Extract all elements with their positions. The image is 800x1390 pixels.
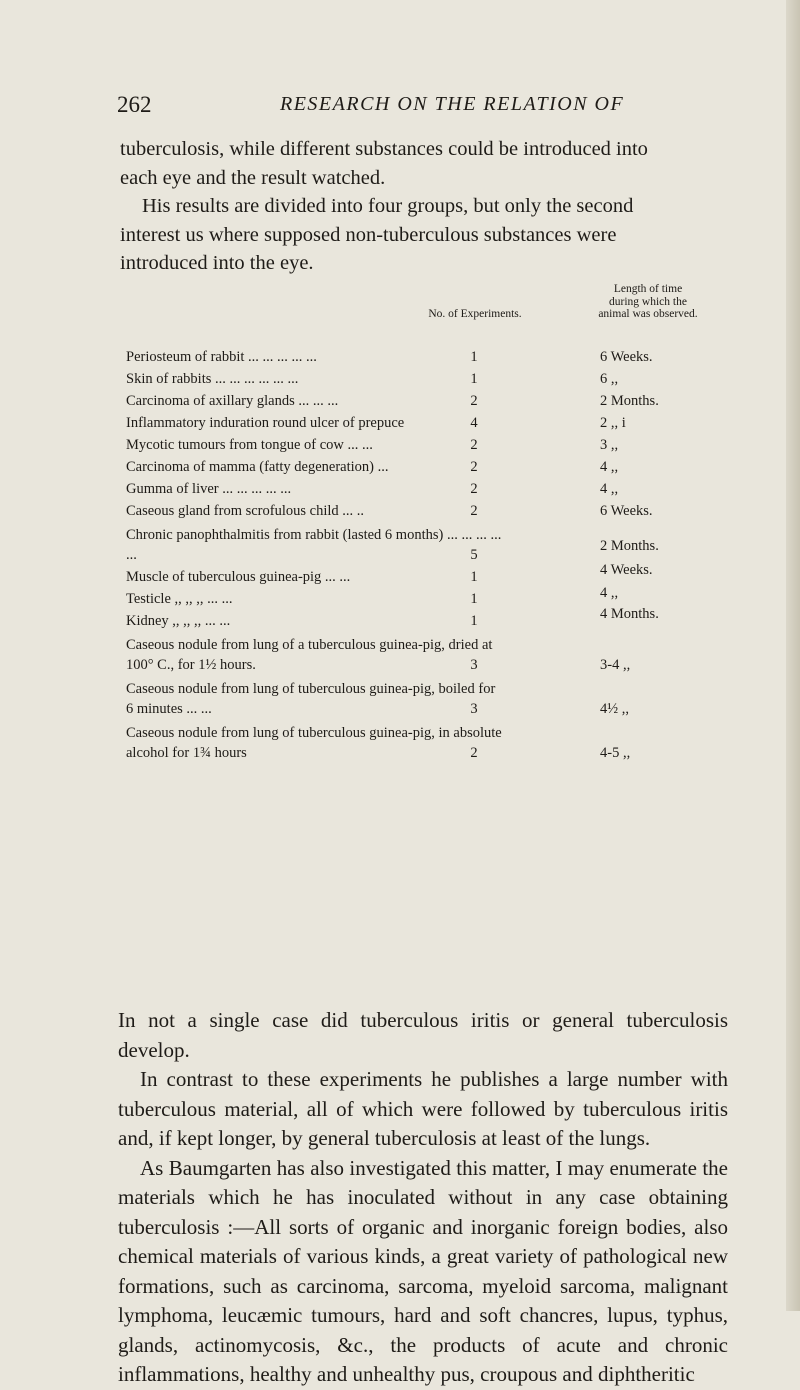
row-label: Kidney ,, ,, ,, ... ... [126, 613, 231, 629]
row-length: 4 ,, [600, 585, 619, 601]
row-count: 1 [470, 613, 478, 629]
length-column-header: Length of time during which the animal was observed. [598, 283, 698, 320]
page-number: 262 [117, 92, 152, 117]
body-text [118, 1006, 728, 1390]
intro-line-2: His results are divided into four groups, but only the second interest us where supposed non-tuberculous substances were introduced into the eye. [120, 195, 634, 274]
row-count: 2 [470, 459, 478, 475]
row-count: 2 [470, 481, 478, 497]
row-count: 5 [470, 547, 478, 563]
row-count: 3 [470, 657, 478, 673]
row-length: 6 ,, [600, 371, 619, 387]
row-length: 4 ,, [600, 459, 619, 475]
row-label: Muscle of tuberculous guinea-pig ... ... [126, 569, 351, 585]
row-label: Caseous nodule from lung of a tuberculous guinea-pig, dried at 100° C., for 1½ hours. [126, 637, 493, 673]
table-row [120, 371, 720, 391]
row-label: Carcinoma of mamma (fatty degeneration) ... [126, 459, 389, 475]
row-label: Testicle ,, ,, ,, ... ... [126, 591, 233, 607]
row-count: 1 [470, 349, 478, 365]
row-label: Caseous nodule from lung of tuberculous guinea-pig, boiled for 6 minutes ... ... [126, 681, 496, 717]
row-label: Skin of rabbits ... ... ... ... ... ... [126, 371, 299, 387]
row-count: 2 [470, 745, 478, 761]
row-length: 4 ,, [600, 481, 619, 497]
row-length: 4½ ,, [600, 701, 629, 717]
table-row [120, 606, 720, 633]
page-header [0, 92, 800, 122]
body-paragraph-1: In not a single case did tuberculous iritis or general tuberculosis develop. [118, 1008, 728, 1062]
body-paragraph-2: In contrast to these experiments he publishes a large number with tuberculous material, all of which were followed by tuberculous iritis and, if kept longer, by general tuberculosis at least of the lungs. [118, 1067, 728, 1150]
row-count: 2 [470, 503, 478, 519]
table-row [120, 393, 720, 413]
row-length: 2 Months. [600, 393, 659, 409]
row-length: 3 ,, [600, 437, 619, 453]
row-label: Caseous nodule from lung of tuberculous guinea-pig, in absolute alcohol for 1¾ hours [126, 725, 502, 761]
row-label: Carcinoma of axillary glands ... ... ... [126, 393, 339, 409]
table-row [120, 437, 720, 457]
table-row [120, 635, 720, 677]
row-count: 2 [470, 393, 478, 409]
row-label: Gumma of liver ... ... ... ... ... [126, 481, 292, 497]
row-length: 2 Months. [600, 538, 659, 554]
table-row [120, 415, 720, 435]
row-count: 1 [470, 371, 478, 387]
intro-line-1: tuberculosis, while different substances could be introduced into each eye and the result watched. [120, 138, 648, 189]
row-length: 6 Weeks. [600, 349, 653, 365]
body-paragraph-3: As Baumgarten has also investigated this matter, I may enumerate the materials which he has inoculated without in any case obtaining tuberculosis :—All sorts of organic and inorganic foreign bodies, also chemical materials of various kinds, a great variety of pathological new formations, such as carcinoma, sarcoma, myeloid sarcoma, malignant lymphoma, leucæmic tumours, hard and soft chancres, lupus, typhus, glands, actinomycosis, &c., the products of acute and chronic inflammations, healthy and unhealthy pus, croupous and diphtheritic [118, 1155, 728, 1386]
table-row [120, 481, 720, 501]
table-row [120, 679, 720, 721]
row-length: 3-4 ,, [600, 657, 631, 673]
table-row [120, 459, 720, 479]
row-count: 4 [470, 415, 478, 431]
row-label: Caseous gland from scrofulous child ... .. [126, 503, 365, 519]
page-edge [786, 0, 800, 1311]
running-title: RESEARCH ON THE RELATION OF [280, 93, 625, 115]
table-row [120, 562, 720, 589]
row-label: Periosteum of rabbit ... ... ... ... ... [126, 349, 317, 365]
row-count: 1 [470, 569, 478, 585]
row-label: Mycotic tumours from tongue of cow ... ... [126, 437, 373, 453]
row-count: 2 [470, 437, 478, 453]
table-row [120, 349, 720, 369]
row-length: 4 Weeks. [600, 562, 653, 578]
row-length: 4-5 ,, [600, 745, 631, 761]
row-length: 6 Weeks. [600, 503, 653, 519]
row-length: 2 ,, i [600, 415, 626, 431]
intro-text [120, 135, 650, 278]
row-label: Inflammatory induration round ulcer of prepuce [126, 415, 405, 431]
experiments-column-header: No. of Experiments. [428, 308, 522, 320]
table-row [120, 723, 720, 765]
row-label: Chronic panophthalmitis from rabbit (lasted 6 months) ... ... ... ... ... [126, 527, 502, 563]
table-row [120, 525, 720, 567]
row-length: 4 Months. [600, 606, 659, 622]
table-row [120, 503, 720, 523]
row-count: 3 [470, 701, 478, 717]
row-count: 1 [470, 591, 478, 607]
